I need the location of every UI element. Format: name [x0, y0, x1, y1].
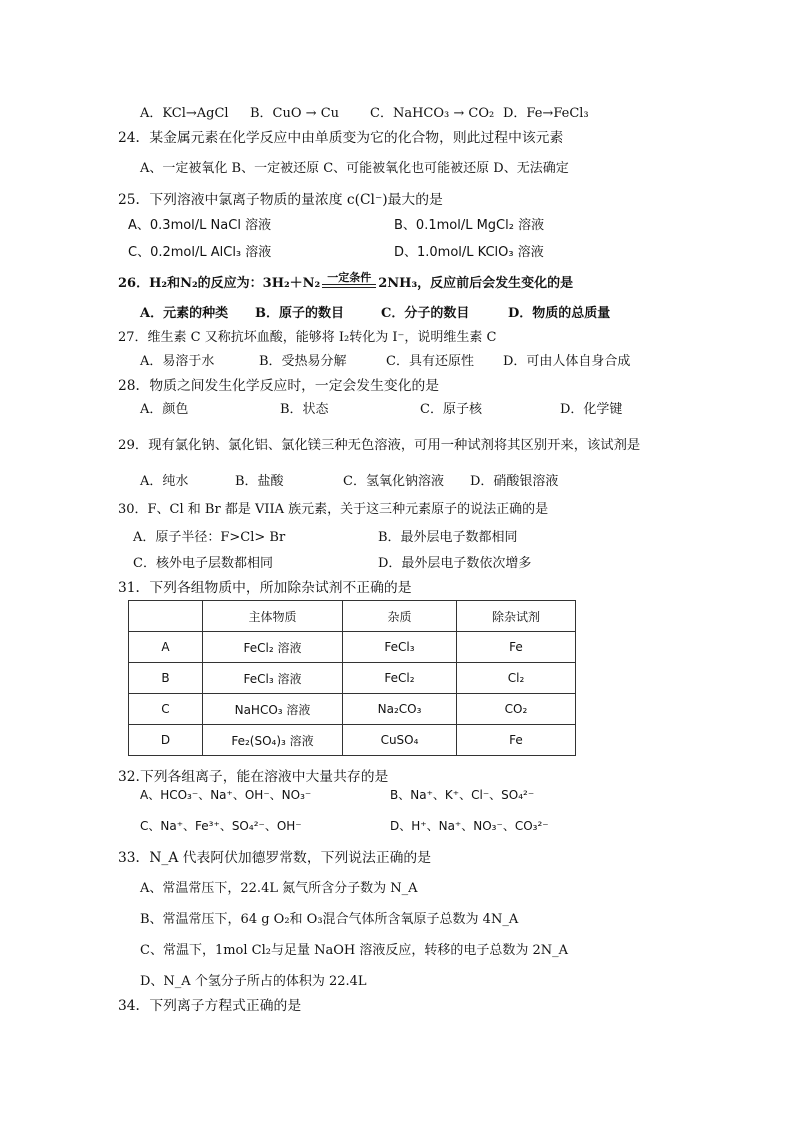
table-cell: FeCl₂ — [343, 663, 457, 694]
q33-option-d: D、N_A 个氢分子所占的体积为 22.4L — [140, 974, 367, 989]
table-header-row — [129, 601, 576, 632]
q32-option-b: B、Na⁺、K⁺、Cl⁻、SO₄²⁻ — [390, 788, 535, 802]
q33-stem: 33．N_A 代表阿伏加德罗常数，下列说法正确的是 — [118, 850, 432, 866]
q24-stem: 24．某金属元素在化学反应中由单质变为它的化合物，则此过程中该元素 — [118, 130, 564, 146]
table-header: 除杂试剂 — [457, 601, 576, 632]
q33-option-a: A、常温常压下，22.4L 氮气所含分子数为 N_A — [140, 881, 418, 896]
q27-option-c: C．具有还原性 — [386, 354, 474, 369]
q33-option-b: B、常温常压下，64 g O₂和 O₃混合气体所含氧原子总数为 4N_A — [140, 912, 519, 927]
q34-stem: 34．下列离子方程式正确的是 — [118, 998, 302, 1014]
q23-option-a: A．KCl→AgCl — [140, 106, 229, 121]
q27-option-d: D．可由人体自身合成 — [503, 354, 631, 369]
table-cell: Na₂CO₃ — [343, 694, 457, 725]
q23-option-d: D．Fe→FeCl₃ — [503, 106, 589, 121]
q29-option-b: B．盐酸 — [235, 474, 284, 489]
q25-option-c: C、0.2mol/L AlCl₃ 溶液 — [128, 245, 272, 260]
table-row — [129, 694, 576, 725]
table-cell: CuSO₄ — [343, 725, 457, 756]
q26-stem — [118, 272, 573, 291]
q29-stem: 29．现有氯化钠、氯化铝、氯化镁三种无色溶液，可用一种试剂将其区别开来，该试剂是 — [118, 438, 641, 453]
q30-stem: 30．F、Cl 和 Br 都是 VIIA 族元素，关于这三种元素原子的说法正确的是 — [118, 502, 549, 517]
q29-option-c: C．氢氧化钠溶液 — [343, 474, 444, 489]
table-cell: CO₂ — [457, 694, 576, 725]
table-row — [129, 632, 576, 663]
reaction-arrow — [320, 271, 378, 290]
q32-stem: 32.下列各组离子，能在溶液中大量共存的是 — [118, 769, 389, 785]
table-cell: Fe₂(SO₄)₃ 溶液 — [203, 725, 343, 756]
table-cell: FeCl₃ 溶液 — [203, 663, 343, 694]
table-cell: Cl₂ — [457, 663, 576, 694]
q28-option-b: B．状态 — [280, 402, 329, 417]
q28-stem: 28．物质之间发生化学反应时，一定会发生变化的是 — [118, 378, 440, 394]
q26-option-d: D．物质的总质量 — [508, 306, 611, 321]
q27-option-a: A．易溶于水 — [140, 354, 215, 369]
q32-option-c: C、Na⁺、Fe³⁺、SO₄²⁻、OH⁻ — [140, 819, 302, 833]
q27-stem: 27．维生素 C 又称抗坏血酸，能够将 I₂转化为 I⁻，说明维生素 C — [118, 330, 497, 345]
q30-option-b: B．最外层电子数都相同 — [378, 530, 518, 545]
q29-option-d: D．硝酸银溶液 — [470, 474, 559, 489]
table-cell: FeCl₂ 溶液 — [203, 632, 343, 663]
table-cell: D — [129, 725, 203, 756]
impurity-table — [128, 600, 576, 756]
table-row — [129, 725, 576, 756]
q26-stem-pre: 26．H₂和N₂的反应为：3H₂＋N₂ — [118, 276, 321, 291]
q23-option-b: B．CuO → Cu — [250, 106, 340, 121]
table-cell: B — [129, 663, 203, 694]
q32-option-a: A、HCO₃⁻、Na⁺、OH⁻、NO₃⁻ — [140, 788, 312, 802]
reaction-condition: 一定条件 — [327, 271, 372, 284]
q25-option-b: B、0.1mol/L MgCl₂ 溶液 — [394, 218, 545, 233]
q24-options: A、一定被氧化 B、一定被还原 C、可能被氧化也可能被还原 D、无法确定 — [140, 161, 569, 176]
q26-option-a: A．元素的种类 — [140, 306, 229, 321]
q31-stem: 31．下列各组物质中，所加除杂试剂不正确的是 — [118, 580, 412, 596]
q30-option-d: D．最外层电子数依次增多 — [378, 556, 532, 571]
table-header: 杂质 — [343, 601, 457, 632]
q26-stem-post: 2NH₃，反应前后会发生变化的是 — [378, 276, 574, 291]
q28-option-c: C．原子核 — [420, 402, 482, 417]
q33-option-c: C、常温下，1mol Cl₂与足量 NaOH 溶液反应，转移的电子总数为 2N_A — [140, 943, 569, 958]
q30-option-a: A．原子半径：F>Cl> Br — [133, 530, 286, 545]
table-cell: NaHCO₃ 溶液 — [203, 694, 343, 725]
q27-option-b: B．受热易分解 — [259, 354, 347, 369]
q32-option-d: D、H⁺、Na⁺、NO₃⁻、CO₃²⁻ — [390, 819, 549, 833]
table-cell: A — [129, 632, 203, 663]
q25-stem: 25．下列溶液中氯离子物质的量浓度 c(Cl⁻)最大的是 — [118, 192, 443, 208]
q26-option-c: C．分子的数目 — [381, 306, 470, 321]
q25-option-d: D、1.0mol/L KClO₃ 溶液 — [394, 245, 544, 260]
q23-option-c: C．NaHCO₃ → CO₂ — [370, 106, 495, 121]
table-row — [129, 663, 576, 694]
q29-option-a: A．纯水 — [140, 474, 189, 489]
table-cell: Fe — [457, 725, 576, 756]
q28-option-d: D．化学键 — [560, 402, 623, 417]
q30-option-c: C．核外电子层数都相同 — [133, 556, 273, 571]
q26-option-b: B．原子的数目 — [255, 306, 344, 321]
table-header: 主体物质 — [203, 601, 343, 632]
table-cell: FeCl₃ — [343, 632, 457, 663]
q25-option-a: A、0.3mol/L NaCl 溶液 — [128, 218, 272, 233]
table-cell: Fe — [457, 632, 576, 663]
table-header — [129, 601, 203, 632]
table-cell: C — [129, 694, 203, 725]
q28-option-a: A．颜色 — [140, 402, 189, 417]
